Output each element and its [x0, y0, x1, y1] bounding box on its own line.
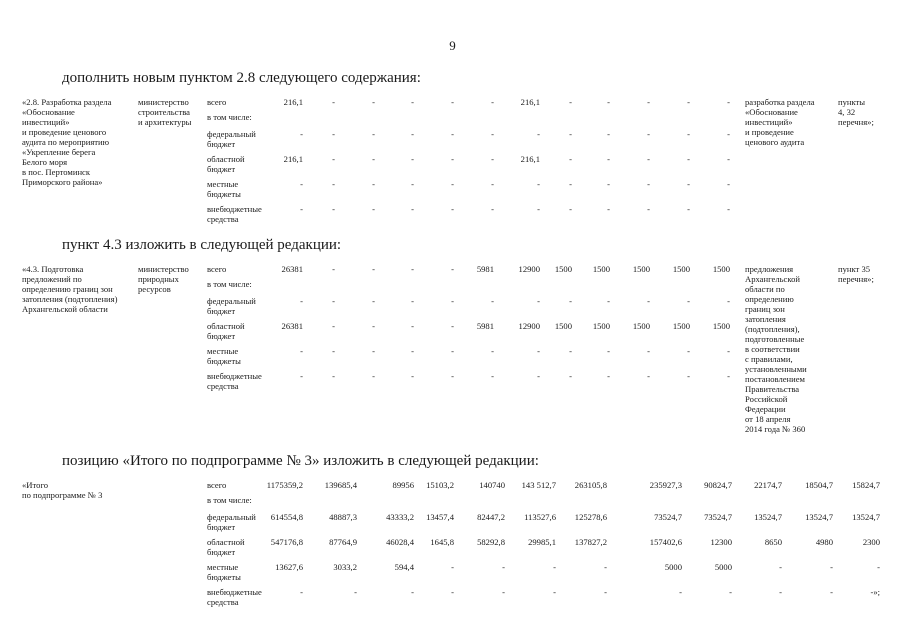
value-cell: - [569, 204, 572, 214]
value-cell: - [451, 204, 454, 214]
value-cell: - [537, 296, 540, 306]
value-cell: 43333,2 [386, 512, 414, 522]
value-cell: - [537, 129, 540, 139]
value-cell: - [300, 296, 303, 306]
value-cell: 8650 [764, 537, 782, 547]
value-cell: 13524,7 [805, 512, 833, 522]
value-cell: - [491, 346, 494, 356]
value-cell: - [491, 154, 494, 164]
value-cell: - [607, 179, 610, 189]
row-label: местные бюджеты [207, 346, 241, 366]
value-cell: 26381 [281, 321, 303, 331]
value-cell: 18504,7 [805, 480, 833, 490]
value-cell: 12900 [518, 321, 540, 331]
value-cell: - [332, 154, 335, 164]
value-cell: - [687, 371, 690, 381]
value-cell: - [332, 204, 335, 214]
value-cell: 125278,6 [574, 512, 607, 522]
value-cell: - [451, 264, 454, 274]
row-label: областной бюджет [207, 321, 245, 341]
value-cell: 46028,4 [386, 537, 414, 547]
value-cell: - [411, 154, 414, 164]
value-cell: - [451, 129, 454, 139]
value-cell: 15103,2 [426, 480, 454, 490]
item-reference: пункты 4, 32 перечня»; [838, 97, 874, 127]
value-cell: - [607, 97, 610, 107]
value-cell: - [300, 587, 303, 597]
value-cell: - [607, 296, 610, 306]
value-cell: - [411, 296, 414, 306]
value-cell: - [647, 97, 650, 107]
value-cell: - [372, 129, 375, 139]
item-executor: министерство строительства и архитектуры [138, 97, 192, 127]
value-cell: - [411, 321, 414, 331]
value-cell: - [604, 562, 607, 572]
row-label: федеральный бюджет [207, 512, 256, 532]
value-cell: 1500 [712, 264, 730, 274]
value-cell: - [411, 97, 414, 107]
value-cell: - [553, 587, 556, 597]
value-cell: 73524,7 [654, 512, 682, 522]
value-cell: - [727, 346, 730, 356]
value-cell: 143 512,7 [521, 480, 556, 490]
value-cell: 137827,2 [574, 537, 607, 547]
value-cell: 87764,9 [329, 537, 357, 547]
value-cell: 113527,6 [524, 512, 556, 522]
value-cell: - [332, 321, 335, 331]
value-cell: 13457,4 [426, 512, 454, 522]
value-cell: - [779, 587, 782, 597]
value-cell: - [300, 179, 303, 189]
value-cell: - [727, 296, 730, 306]
value-cell: - [877, 562, 880, 572]
value-cell: - [491, 296, 494, 306]
row-label: всего [207, 97, 227, 107]
value-cell: - [451, 562, 454, 572]
value-cell: - [607, 346, 610, 356]
value-cell: 139685,4 [324, 480, 357, 490]
value-cell: - [679, 587, 682, 597]
value-cell: - [332, 371, 335, 381]
section-heading: позицию «Итого по подпрограмме № 3» изложить в следующей редакции: [62, 453, 539, 469]
value-cell: - [372, 371, 375, 381]
row-label: федеральный бюджет [207, 129, 256, 149]
value-cell: - [300, 204, 303, 214]
value-cell: - [647, 371, 650, 381]
value-cell: - [553, 562, 556, 572]
value-cell: 614554,8 [270, 512, 303, 522]
value-cell: 4980 [815, 537, 833, 547]
value-cell: 1500 [672, 264, 690, 274]
value-cell: - [300, 346, 303, 356]
value-cell: - [491, 179, 494, 189]
value-cell: - [300, 129, 303, 139]
value-cell: - [411, 587, 414, 597]
value-cell: 3033,2 [333, 562, 357, 572]
value-cell: 1500 [592, 264, 610, 274]
value-cell: - [727, 179, 730, 189]
row-label: внебюджетные средства [207, 371, 262, 391]
value-cell: - [372, 296, 375, 306]
value-cell: 29985,1 [528, 537, 556, 547]
value-cell: - [491, 97, 494, 107]
value-cell: 1500 [632, 321, 650, 331]
row-label: внебюджетные средства [207, 587, 262, 607]
value-cell: - [372, 179, 375, 189]
item-name: «Итого по подпрограмме № 3 [22, 480, 103, 500]
value-cell: - [647, 154, 650, 164]
value-cell: 5000 [664, 562, 682, 572]
value-cell: - [372, 204, 375, 214]
value-cell: - [372, 264, 375, 274]
row-label: всего [207, 264, 227, 274]
item-result: разработка раздела «Обоснование инвестиций» и проведение ценового аудита [745, 97, 815, 147]
value-cell: - [729, 587, 732, 597]
value-cell: - [451, 371, 454, 381]
value-cell: - [727, 204, 730, 214]
value-cell: 1645,8 [430, 537, 454, 547]
value-cell: - [491, 129, 494, 139]
value-cell: - [332, 346, 335, 356]
value-cell: - [332, 97, 335, 107]
value-cell: - [354, 587, 357, 597]
value-cell: 22174,7 [754, 480, 782, 490]
value-cell: 216,1 [283, 154, 303, 164]
value-cell: - [647, 129, 650, 139]
value-cell: - [537, 346, 540, 356]
item-reference: пункт 35 перечня»; [838, 264, 874, 284]
value-cell: - [779, 562, 782, 572]
value-cell: -»; [870, 587, 880, 597]
value-cell: - [727, 154, 730, 164]
value-cell: - [647, 296, 650, 306]
value-cell: - [411, 264, 414, 274]
value-cell: - [451, 346, 454, 356]
value-cell: - [537, 179, 540, 189]
section-heading: пункт 4.3 изложить в следующей редакции: [62, 237, 342, 253]
value-cell: 1500 [712, 321, 730, 331]
value-cell: 89956 [392, 480, 414, 490]
value-cell: - [830, 562, 833, 572]
value-cell: - [647, 346, 650, 356]
value-cell: - [451, 321, 454, 331]
value-cell: - [411, 346, 414, 356]
value-cell: 26381 [281, 264, 303, 274]
value-cell: - [569, 296, 572, 306]
value-cell: - [687, 296, 690, 306]
value-cell: 157402,6 [649, 537, 682, 547]
value-cell: - [830, 587, 833, 597]
page-number: 9 [449, 38, 456, 53]
row-label: всего [207, 480, 227, 490]
value-cell: - [687, 97, 690, 107]
value-cell: 1175359,2 [266, 480, 303, 490]
value-cell: 15824,7 [852, 480, 880, 490]
value-cell: - [451, 97, 454, 107]
value-cell: 13627,6 [275, 562, 303, 572]
value-cell: - [372, 321, 375, 331]
value-cell: 1500 [554, 321, 572, 331]
value-cell: 13524,7 [852, 512, 880, 522]
value-cell: 216,1 [520, 154, 540, 164]
row-label: в том числе: [207, 279, 252, 289]
value-cell: - [332, 296, 335, 306]
value-cell: - [537, 371, 540, 381]
value-cell: 1500 [672, 321, 690, 331]
value-cell: 1500 [632, 264, 650, 274]
value-cell: - [727, 97, 730, 107]
row-label: областной бюджет [207, 537, 245, 557]
value-cell: - [491, 371, 494, 381]
row-label: в том числе: [207, 495, 252, 505]
value-cell: - [537, 204, 540, 214]
item-name: «2.8. Разработка раздела «Обоснование инвестиций» и проведение ценового аудита по мероприятию «Укрепление берега Белого моря в пос. Пертоминск Приморского района» [22, 97, 112, 187]
value-cell: - [451, 179, 454, 189]
value-cell: 594,4 [394, 562, 414, 572]
value-cell: - [411, 129, 414, 139]
value-cell: - [300, 371, 303, 381]
value-cell: - [687, 129, 690, 139]
value-cell: 13524,7 [754, 512, 782, 522]
value-cell: 73524,7 [704, 512, 732, 522]
value-cell: - [569, 179, 572, 189]
value-cell: - [687, 204, 690, 214]
value-cell: 216,1 [283, 97, 303, 107]
value-cell: - [604, 587, 607, 597]
value-cell: 5000 [714, 562, 732, 572]
value-cell: - [647, 204, 650, 214]
value-cell: 58292,8 [477, 537, 505, 547]
value-cell: - [687, 154, 690, 164]
value-cell: 547176,8 [270, 537, 303, 547]
value-cell: - [411, 204, 414, 214]
value-cell: - [607, 129, 610, 139]
value-cell: - [607, 371, 610, 381]
value-cell: - [569, 97, 572, 107]
item-name: «4.3. Подготовка предложений по определению границ зон затопления (подтопления) Архангельской области [22, 264, 118, 314]
value-cell: - [372, 346, 375, 356]
value-cell: - [647, 179, 650, 189]
value-cell: 82447,2 [477, 512, 505, 522]
row-label: областной бюджет [207, 154, 245, 174]
row-label: внебюджетные средства [207, 204, 262, 224]
value-cell: - [491, 204, 494, 214]
value-cell: 2300 [862, 537, 880, 547]
value-cell: - [451, 296, 454, 306]
value-cell: 5981 [476, 264, 494, 274]
item-executor: министерство природных ресурсов [138, 264, 189, 294]
value-cell: - [332, 129, 335, 139]
value-cell: 1500 [592, 321, 610, 331]
row-label: федеральный бюджет [207, 296, 256, 316]
value-cell: 12900 [518, 264, 540, 274]
value-cell: - [687, 179, 690, 189]
value-cell: 48887,3 [329, 512, 357, 522]
value-cell: - [569, 129, 572, 139]
value-cell: - [569, 346, 572, 356]
value-cell: - [569, 371, 572, 381]
value-cell: - [451, 587, 454, 597]
value-cell: - [502, 587, 505, 597]
value-cell: - [569, 154, 572, 164]
value-cell: 12300 [710, 537, 732, 547]
value-cell: - [607, 154, 610, 164]
value-cell: 5981 [476, 321, 494, 331]
value-cell: - [451, 154, 454, 164]
value-cell: - [372, 154, 375, 164]
value-cell: - [411, 179, 414, 189]
value-cell: 90824,7 [704, 480, 732, 490]
value-cell: - [502, 562, 505, 572]
value-cell: - [607, 204, 610, 214]
value-cell: - [727, 129, 730, 139]
value-cell: 1500 [554, 264, 572, 274]
item-result: предложения Архангельской области по определению границ зон затопления (подтопления), подготовленные в соответствии с правилами, установленными постановлением Правительства Российской Федерации от 18 апреля 2014 года № 360 [745, 264, 807, 434]
value-cell: 216,1 [520, 97, 540, 107]
value-cell: - [332, 179, 335, 189]
row-label: местные бюджеты [207, 562, 241, 582]
section-heading: дополнить новым пунктом 2.8 следующего содержания: [62, 70, 421, 86]
row-label: в том числе: [207, 112, 252, 122]
value-cell: - [687, 346, 690, 356]
value-cell: - [332, 264, 335, 274]
row-label: местные бюджеты [207, 179, 241, 199]
value-cell: - [372, 97, 375, 107]
value-cell: 263105,8 [574, 480, 607, 490]
value-cell: 235927,3 [649, 480, 682, 490]
value-cell: - [727, 371, 730, 381]
value-cell: - [411, 371, 414, 381]
value-cell: 140740 [479, 480, 505, 490]
